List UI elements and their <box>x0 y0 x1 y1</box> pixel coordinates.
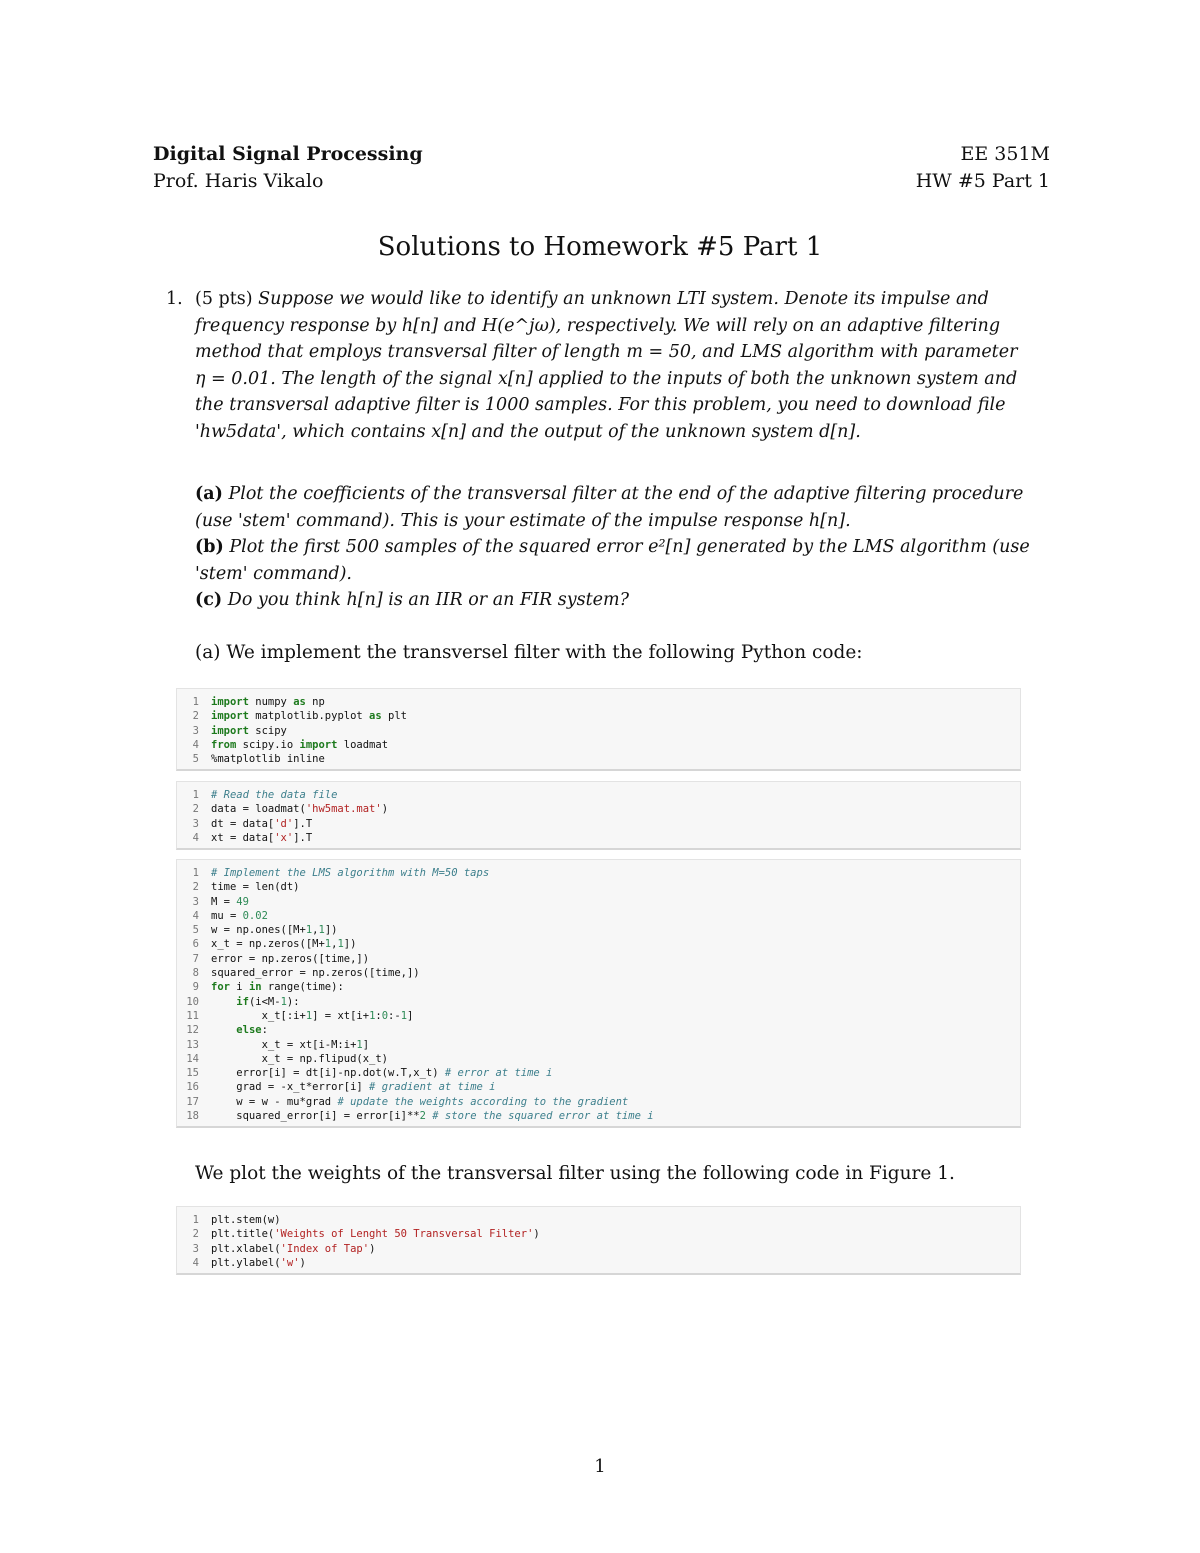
part-a-line: (use 'stem' command). This is your estimate of the impulse response h[n]. <box>195 510 851 531</box>
code-line <box>177 738 1020 752</box>
code-line <box>177 880 1020 894</box>
code-line <box>177 1066 1020 1080</box>
problem-parts <box>195 481 1060 614</box>
line-number: 3 <box>192 1242 199 1255</box>
line-number: 4 <box>192 831 199 844</box>
line-number: 5 <box>192 924 199 937</box>
code-text: plt.xlabel('Index of Tap') <box>211 1242 376 1255</box>
code-text: x_t = np.flipud(x_t) <box>211 1052 389 1065</box>
code-text: error[i] = dt[i]-np.dot(w.T,x_t) # error at time i <box>211 1067 553 1080</box>
code-text: %matplotlib inline <box>211 753 325 766</box>
line-number: 17 <box>186 1095 199 1108</box>
part-b-line: 'stem' command). <box>195 563 352 584</box>
line-number: 10 <box>186 995 199 1008</box>
line-number: 13 <box>186 1038 199 1051</box>
line-number: 1 <box>192 1214 199 1226</box>
code-line <box>177 1109 1020 1123</box>
professor-name: Prof. Haris Vikalo <box>153 170 324 192</box>
code-line <box>177 966 1020 980</box>
line-number: 8 <box>192 967 199 980</box>
problem-line: (5 pts) Suppose we would like to identify an unknown LTI system. Denote its impulse and <box>195 289 989 309</box>
line-number: 3 <box>192 895 199 908</box>
code-text: squared_error[i] = error[i]**2 # store the squared error at time i <box>211 1110 654 1123</box>
problem-line: method that employs transversal filter of length m = 50, and LMS algorithm with parameter <box>195 342 1018 363</box>
code-text: dt = data['d'].T <box>211 817 313 830</box>
code-block-lms <box>176 859 1021 1128</box>
line-number: 1 <box>192 867 199 879</box>
code-text: for i in range(time): <box>211 981 344 994</box>
line-number: 16 <box>186 1081 199 1094</box>
code-text: x_t[:i+1] = xt[i+1:0:-1] <box>211 1009 414 1022</box>
code-text: grad = -x_t*error[i] # gradient at time i <box>211 1081 496 1094</box>
code-text: x_t = xt[i-M:i+1] <box>211 1038 370 1051</box>
part-b: (b) Plot the first 500 samples of the squared error e²[n] generated by the LMS algorithm (use <box>195 537 1030 558</box>
code-block-plot <box>176 1206 1021 1275</box>
code-line <box>177 866 1020 880</box>
line-number: 6 <box>192 938 199 951</box>
code-block-imports <box>176 688 1021 771</box>
line-number: 2 <box>192 1228 199 1241</box>
code-line <box>177 695 1020 709</box>
part-a: (a) Plot the coefficients of the transversal filter at the end of the adaptive filtering procedure <box>195 484 1024 504</box>
code-line <box>177 923 1020 937</box>
code-text: import matplotlib.pyplot as plt <box>211 710 407 723</box>
line-number: 5 <box>192 753 199 766</box>
code-text: w = w - mu*grad # update the weights according to the gradient <box>211 1095 629 1108</box>
problem-points: (5 pts) <box>195 289 253 309</box>
code-line <box>177 980 1020 994</box>
code-text: # Implement the LMS algorithm with M=50 taps <box>211 867 490 879</box>
code-text: if(i<M-1): <box>236 995 300 1008</box>
code-text: else: <box>236 1024 268 1037</box>
code-text: plt.title('Weights of Lenght 50 Transversal Filter') <box>211 1228 540 1241</box>
line-number: 7 <box>192 952 199 965</box>
code-text: error = np.zeros([time,]) <box>211 952 370 965</box>
page-number: 1 <box>594 1456 606 1477</box>
problem-statement <box>195 286 1060 446</box>
code-line <box>177 937 1020 951</box>
code-line <box>177 1227 1020 1241</box>
line-number: 15 <box>186 1067 199 1080</box>
code-line <box>177 817 1020 831</box>
code-text: data = loadmat('hw5mat.mat') <box>211 803 389 816</box>
course-name: Digital Signal Processing <box>153 143 423 165</box>
homework-label: HW #5 Part 1 <box>915 170 1050 192</box>
code-text: w = np.ones([M+1,1]) <box>211 924 338 937</box>
code-line <box>177 752 1020 766</box>
code-line <box>177 1023 1020 1037</box>
problem-line: 'hw5data', which contains x[n] and the output of the unknown system d[n]. <box>195 421 861 442</box>
code-text: xt = data['x'].T <box>211 831 313 844</box>
line-number: 4 <box>192 1256 199 1269</box>
line-number: 18 <box>186 1110 199 1123</box>
course-code: EE 351M <box>960 143 1050 165</box>
line-number: 2 <box>192 710 199 723</box>
code-text: mu = 0.02 <box>211 909 268 922</box>
code-line <box>177 909 1020 923</box>
line-number: 12 <box>186 1024 199 1037</box>
code-line <box>177 995 1020 1009</box>
code-text: # Read the data file <box>211 789 338 801</box>
code-line <box>177 1052 1020 1066</box>
plot-intro: We plot the weights of the transversal filter using the following code in Figure 1. <box>195 1163 955 1184</box>
code-text: import numpy as np <box>211 696 325 708</box>
code-text: import scipy <box>211 724 287 737</box>
line-number: 2 <box>192 881 199 894</box>
code-text: plt.stem(w) <box>211 1214 281 1226</box>
part-c: (c) Do you think h[n] is an IIR or an FIR system? <box>195 590 629 611</box>
code-text: M = 49 <box>211 895 249 908</box>
line-number: 11 <box>186 1009 199 1022</box>
line-number: 1 <box>192 696 199 708</box>
code-text: x_t = np.zeros([M+1,1]) <box>211 938 357 951</box>
line-number: 3 <box>192 817 199 830</box>
code-line <box>177 1095 1020 1109</box>
line-number: 9 <box>192 981 199 994</box>
code-line <box>177 709 1020 723</box>
code-line <box>177 1009 1020 1023</box>
problem-line: η = 0.01. The length of the signal x[n] applied to the inputs of both the unknown system and <box>195 368 1018 389</box>
code-line <box>177 802 1020 816</box>
code-line <box>177 895 1020 909</box>
page-title: Solutions to Homework #5 Part 1 <box>377 232 823 262</box>
code-line <box>177 1038 1020 1052</box>
code-line <box>177 788 1020 802</box>
code-line <box>177 724 1020 738</box>
code-block-read-data <box>176 781 1021 850</box>
code-line <box>177 1256 1020 1270</box>
code-text: squared_error = np.zeros([time,]) <box>211 967 420 980</box>
problem-number: 1. <box>166 289 183 309</box>
code-line <box>177 1242 1020 1256</box>
code-line <box>177 1080 1020 1094</box>
code-text: time = len(dt) <box>211 881 300 894</box>
answer-intro: (a) We implement the transversel filter with the following Python code: <box>195 642 863 663</box>
code-text: from scipy.io import loadmat <box>211 738 389 751</box>
line-number: 2 <box>192 803 199 816</box>
line-number: 14 <box>186 1052 199 1065</box>
line-number: 3 <box>192 724 199 737</box>
line-number: 1 <box>192 789 199 801</box>
code-line <box>177 831 1020 845</box>
code-line <box>177 952 1020 966</box>
problem-line: frequency response by h[n] and H(e^jω), respectively. We will rely on an adaptive filtering <box>195 315 1001 336</box>
code-text: plt.ylabel('w') <box>211 1256 306 1269</box>
line-number: 4 <box>192 909 199 922</box>
line-number: 4 <box>192 738 199 751</box>
problem-line: the transversal adaptive filter is 1000 samples. For this problem, you need to download file <box>195 395 1006 416</box>
code-line <box>177 1213 1020 1227</box>
